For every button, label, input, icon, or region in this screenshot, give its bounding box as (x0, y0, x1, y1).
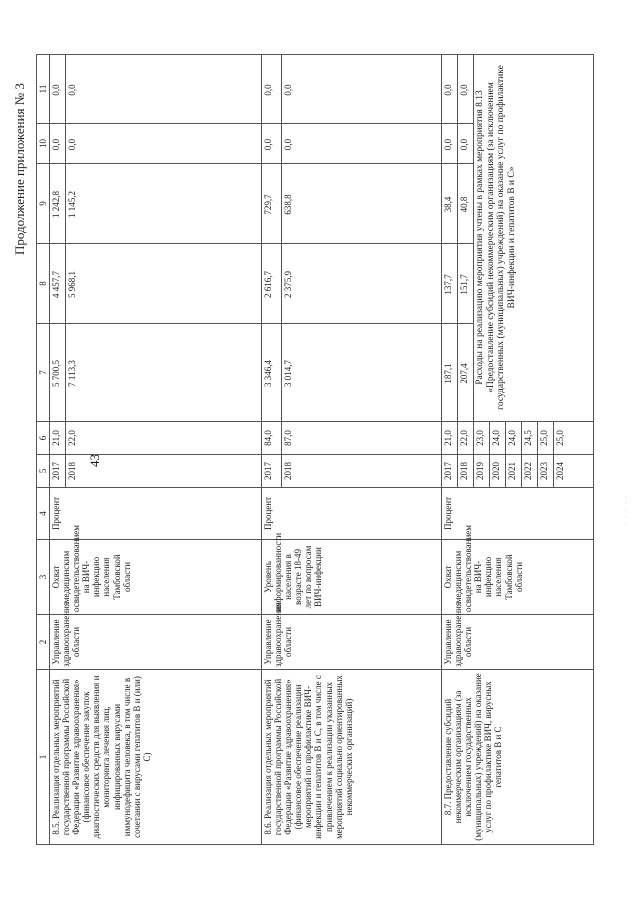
year-cell: 2022 (522, 455, 538, 488)
regional-cell: 38,4 (442, 164, 458, 244)
faint-mark: · · · · · (622, 494, 631, 525)
other-cell: 0,0 (458, 55, 474, 124)
value-cell: 25,0 (538, 422, 554, 455)
col-header: 6 (37, 422, 50, 455)
year-cell: 2017 (442, 455, 458, 488)
data-table (36, 54, 594, 845)
executor-cell: Управление здравоохранения области (442, 615, 594, 670)
regional-cell: 40,8 (458, 164, 474, 244)
total-cell: 187,1 (442, 324, 458, 422)
col-header: 1 (37, 670, 50, 845)
local-cell: 0,0 (442, 124, 458, 164)
value-cell: 23,0 (474, 422, 490, 455)
unit-cell: Процент (50, 488, 262, 540)
other-cell: 0,0 (262, 55, 282, 124)
federal-cell: 2 616,7 (262, 244, 282, 324)
year-cell: 2024 (554, 455, 594, 488)
table-row (50, 55, 66, 845)
value-cell: 21,0 (442, 422, 458, 455)
value-cell: 21,0 (50, 422, 66, 455)
regional-cell: 729,7 (262, 164, 282, 244)
col-header: 8 (37, 244, 50, 324)
year-cell: 2018 (458, 455, 474, 488)
local-cell: 0,0 (66, 124, 262, 164)
total-cell: 3 346,4 (262, 324, 282, 422)
federal-cell: 151,7 (458, 244, 474, 324)
year-cell: 2019 (474, 455, 490, 488)
value-cell: 24,0 (490, 422, 506, 455)
regional-cell: 1 145,2 (66, 164, 262, 244)
value-cell: 22,0 (66, 422, 262, 455)
activity-cell: 8.6. Реализация отдельных мероприятий государственной программы Российской Федерации «Развитие здравоохранения» (финансовое обеспечение реализации мероприятий по профилактике ВИЧ-инфекции и гепатитов B и C, в том числе с привлечением к реализации указанных мероприятий социально ориентированных некоммерческих организаций) (262, 670, 442, 845)
federal-cell: 2 375,9 (282, 244, 442, 324)
activity-cell: 8.7. Предоставление субсидий некоммерческим организациям (за исключением государственных (муниципальных) учреждений) на оказание услуг по профилактике ВИЧ, вирусных гепатитов B и C (442, 670, 594, 845)
col-header: 5 (37, 455, 50, 488)
value-cell: 25,0 (554, 422, 594, 455)
unit-cell: Процент (442, 488, 594, 540)
local-cell: 0,0 (282, 124, 442, 164)
year-cell: 2018 (282, 455, 442, 488)
col-header: 10 (37, 124, 50, 164)
year-cell: 2021 (506, 455, 522, 488)
note-cell: Расходы на реализацию мероприятия учтены в рамках мероприятия 8.13 «Предоставление субсидий некоммерческим организациям (за исключением государственных (муниципальных) учреждений) на оказание услуг по профилактике ВИЧ-инфекции и гепатитов B и C» (474, 55, 594, 422)
value-cell: 22,0 (458, 422, 474, 455)
executor-cell: Управление здравоохранения области (50, 615, 262, 670)
appendix-heading: Продолжение приложения № 3 (12, 83, 27, 255)
year-cell: 2018 (66, 455, 262, 488)
regional-cell: 1 242,8 (50, 164, 66, 244)
value-cell: 84,0 (262, 422, 282, 455)
total-cell: 7 113,3 (66, 324, 262, 422)
year-cell: 2023 (538, 455, 554, 488)
year-cell: 2017 (50, 455, 66, 488)
local-cell: 0,0 (262, 124, 282, 164)
other-cell: 0,0 (282, 55, 442, 124)
total-cell: 5 700,5 (50, 324, 66, 422)
federal-cell: 137,7 (442, 244, 458, 324)
other-cell: 0,0 (442, 55, 458, 124)
col-header: 11 (37, 55, 50, 124)
local-cell: 0,0 (458, 124, 474, 164)
other-cell: 0,0 (50, 55, 66, 124)
unit-cell: Процент (262, 488, 442, 540)
col-header: 4 (37, 488, 50, 540)
federal-cell: 5 968,1 (66, 244, 262, 324)
year-cell: 2017 (262, 455, 282, 488)
federal-cell: 4 457,7 (50, 244, 66, 324)
col-header: 2 (37, 615, 50, 670)
total-cell: 207,4 (458, 324, 474, 422)
col-header: 7 (37, 324, 50, 422)
total-cell: 3 014,7 (282, 324, 442, 422)
value-cell: 87,0 (282, 422, 442, 455)
local-cell: 0,0 (50, 124, 66, 164)
executor-cell: Управление здравоохранения области (262, 615, 442, 670)
indicator-cell: Охват медицинским освидетельствованием на ВИЧ-инфекцию населения Тамбовской области (442, 540, 594, 615)
table-row (442, 55, 458, 845)
col-header: 9 (37, 164, 50, 244)
indicator-cell: Охват медицинским освидетельствованием на ВИЧ-инфекцию населения Тамбовской области (50, 540, 262, 615)
value-cell: 24,0 (506, 422, 522, 455)
page-number: 43 (87, 454, 102, 467)
indicator-cell: Уровень информированности населения в возрасте 18-49 лет по вопросам ВИЧ-инфекции (262, 540, 442, 615)
column-header-row (37, 55, 50, 845)
table-row (262, 55, 282, 845)
activity-cell: 8.5. Реализация отдельных мероприятий государственной программы Российской Федерации «Развитие здравоохранения» (финансовое обеспечение закупок диагностических средств для выявления и мониторинга лечения лиц, инфицированных вирусами иммунодефицита человека, в том числе в сочетании с вирусами гепатитов B и (или) C) (50, 670, 262, 845)
year-cell: 2020 (490, 455, 506, 488)
value-cell: 24,5 (522, 422, 538, 455)
regional-cell: 638,8 (282, 164, 442, 244)
col-header: 3 (37, 540, 50, 615)
other-cell: 0,0 (66, 55, 262, 124)
